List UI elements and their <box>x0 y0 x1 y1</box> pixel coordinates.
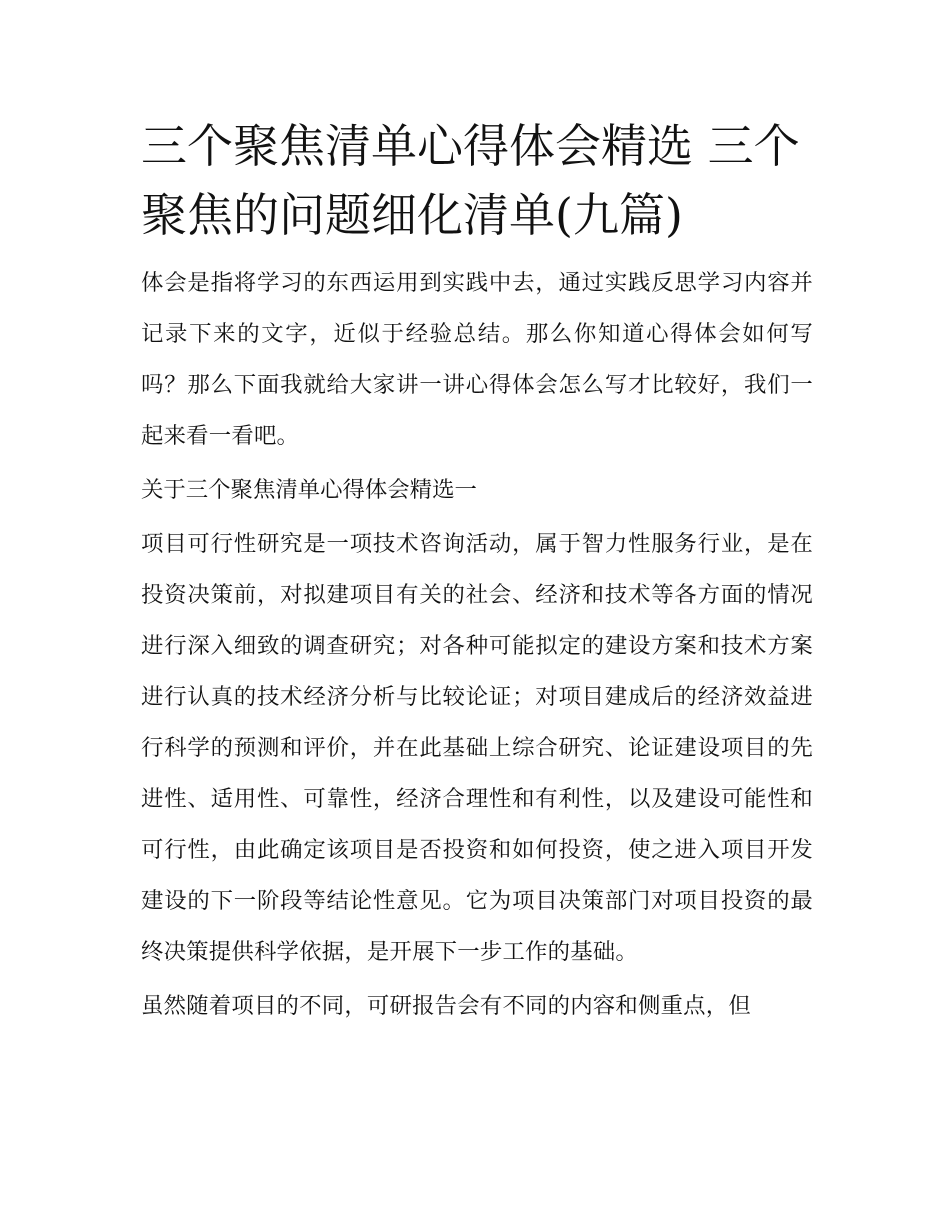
body-paragraph-2: 虽然随着项目的不同，可研报告会有不同的内容和侧重点，但 <box>141 993 751 1019</box>
document-body <box>141 112 813 1032</box>
section-heading: 关于三个聚焦清单心得体会精选一 <box>141 477 477 503</box>
intro-paragraph: 体会是指将学习的东西运用到实践中去，通过实践反思学习内容并记录下来的文字，近似于经验总结。那么你知道心得体会如何写吗？那么下面我就给大家讲一讲心得体会怎么写才比较好，我们一起来看一看吧。 <box>141 270 813 449</box>
page-title: 三个聚焦清单心得体会精选 三个聚焦的问题细化清单(九篇) <box>141 119 800 242</box>
body-paragraph-1: 项目可行性研究是一项技术咨询活动，属于智力性服务行业，是在投资决策前，对拟建项目有关的社会、经济和技术等各方面的情况进行深入细致的调查研究；对各种可能拟定的建设方案和技术方案进行认真的技术经济分析与比较论证；对项目建成后的经济效益进行科学的预测和评价，并在此基础上综合研究、论证建设项目的先进性、适用性、可靠性，经济合理性和有利性，以及建设可能性和可行性，由此确定该项目是否投资和如何投资，使之进入项目开发建设的下一阶段等结论性意见。它为项目决策部门对项目投资的最终决策提供科学依据，是开展下一步工作的基础。 <box>141 531 813 965</box>
